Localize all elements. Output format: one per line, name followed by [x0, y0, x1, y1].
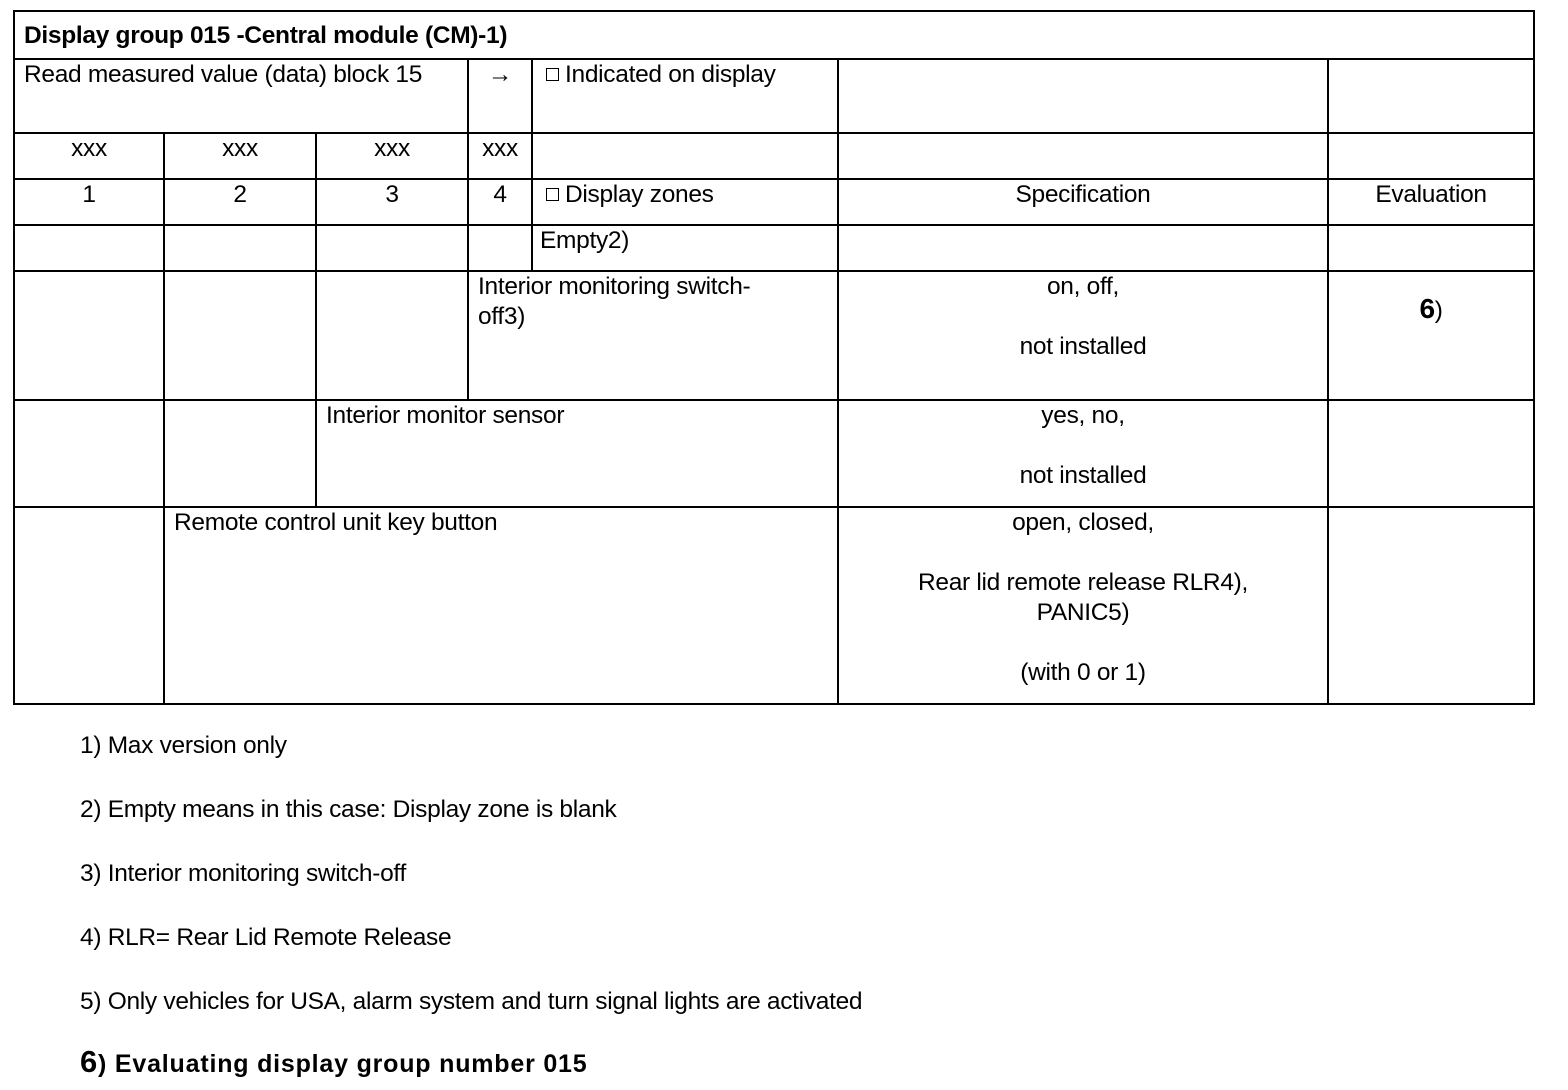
title-row	[14, 11, 1534, 59]
spec-line: yes, no,	[1041, 402, 1125, 429]
zone-number-2: 2	[164, 179, 316, 225]
blank-cell	[14, 507, 164, 704]
xxx-cell-4: xxx	[468, 133, 532, 179]
zone-number-1: 1	[14, 179, 164, 225]
xxx-cell-3: xxx	[316, 133, 468, 179]
footnote-6-text: ) Evaluating display group number 015	[98, 1050, 588, 1078]
indicated-label: Indicated on display	[565, 61, 776, 88]
specification-header: Specification	[838, 179, 1328, 225]
blank-cell	[838, 225, 1328, 271]
footnote-ref-number: 6	[1419, 293, 1435, 324]
footnote-6	[80, 1044, 587, 1080]
blank-cell	[164, 400, 316, 507]
table-row-interior-sensor	[14, 400, 1534, 507]
checkbox-icon	[546, 68, 559, 81]
xxx-row	[14, 133, 1534, 179]
blank-cell	[14, 271, 164, 400]
blank-cell	[468, 225, 532, 271]
header-row	[14, 179, 1534, 225]
table-row-empty	[14, 225, 1534, 271]
spec-line: Rear lid remote release RLR4), PANIC5)	[917, 569, 1249, 626]
xxx-cell-2: xxx	[164, 133, 316, 179]
table-row-interior-switch	[14, 271, 1534, 400]
display-zones-header	[532, 179, 838, 225]
display-zones-label: Display zones	[565, 181, 714, 208]
interior-sensor-spec	[838, 400, 1328, 507]
evaluation-header: Evaluation	[1328, 179, 1534, 225]
blank-cell	[316, 271, 468, 400]
footnote-6-number: 6	[80, 1044, 99, 1079]
interior-sensor-label: Interior monitor sensor	[316, 400, 838, 507]
blank-cell	[532, 133, 838, 179]
blank-cell	[164, 225, 316, 271]
footnote-2: 2) Empty means in this case: Display zone is blank	[80, 796, 617, 823]
table-title: Display group 015 -Central module (CM)-1)	[14, 11, 1534, 59]
remote-key-label: Remote control unit key button	[164, 507, 838, 704]
read-block-label: Read measured value (data) block 15	[14, 59, 468, 133]
blank-cell	[1328, 133, 1534, 179]
zone-number-4: 4	[468, 179, 532, 225]
spec-line: (with 0 or 1)	[1020, 659, 1146, 686]
blank-cell	[316, 225, 468, 271]
empty-zone-label: Empty2)	[532, 225, 838, 271]
spec-line: not installed	[1019, 333, 1147, 360]
blank-cell	[1328, 59, 1534, 133]
interior-switch-label: Interior monitoring switch-off3)	[468, 271, 838, 400]
blank-cell	[1328, 400, 1534, 507]
footnote-5: 5) Only vehicles for USA, alarm system and turn signal lights are activated	[80, 988, 863, 1015]
blank-cell	[164, 271, 316, 400]
footnote-ref-suffix: )	[1434, 297, 1443, 324]
interior-switch-evaluation	[1328, 271, 1534, 400]
checkbox-icon	[546, 188, 559, 201]
xxx-cell-1: xxx	[14, 133, 164, 179]
spec-line: on, off,	[1046, 273, 1120, 300]
blank-cell	[1328, 507, 1534, 704]
zone-number-3: 3	[316, 179, 468, 225]
footnote-4: 4) RLR= Rear Lid Remote Release	[80, 924, 452, 951]
remote-key-spec	[838, 507, 1328, 704]
arrow-icon: →	[468, 59, 532, 133]
interior-switch-spec	[838, 271, 1328, 400]
blank-cell	[838, 59, 1328, 133]
blank-cell	[838, 133, 1328, 179]
spec-line: not installed	[1019, 462, 1147, 489]
spec-line: open, closed,	[1012, 509, 1154, 536]
footnote-1: 1) Max version only	[80, 732, 287, 759]
display-group-table	[13, 10, 1535, 705]
blank-cell	[14, 400, 164, 507]
blank-cell	[1328, 225, 1534, 271]
footnote-3: 3) Interior monitoring switch-off	[80, 860, 406, 887]
indicated-on-display-cell	[532, 59, 838, 133]
blank-cell	[14, 225, 164, 271]
read-block-row	[14, 59, 1534, 133]
table-row-remote-key	[14, 507, 1534, 704]
